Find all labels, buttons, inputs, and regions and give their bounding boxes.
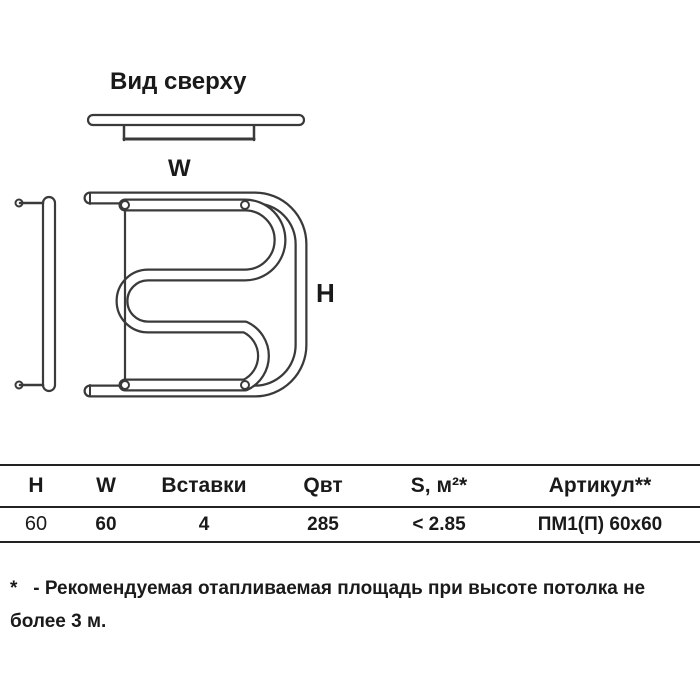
footnote-text: - Рекомендуемая отапливаемая площадь при высоте потолка не более 3 м.: [10, 578, 646, 632]
cell-article: ПМ1(П) 60x60: [537, 513, 663, 535]
cell-w: 60: [95, 513, 117, 535]
footnote: [10, 572, 690, 638]
width-dimension-label: W: [168, 155, 191, 182]
header-article: Артикул**: [548, 474, 652, 497]
header-h: H: [28, 474, 44, 497]
cell-h: 60: [24, 513, 48, 535]
header-inserts: Вставки: [161, 474, 247, 497]
front-view: [90, 193, 301, 396]
side-view: [16, 197, 56, 391]
cell-inserts: 4: [198, 513, 210, 535]
table-row: [0, 507, 700, 542]
header-power: Qвт: [303, 474, 343, 497]
spec-table: [0, 464, 700, 543]
table-header-row: [0, 465, 700, 507]
footnote-marker: *: [10, 578, 18, 599]
cell-area: < 2.85: [412, 513, 466, 535]
top-view-title: Вид сверху: [110, 68, 247, 95]
cell-power: 285: [307, 513, 339, 535]
header-w: W: [96, 474, 116, 497]
top-view: [88, 115, 304, 140]
height-dimension-label: H: [316, 278, 335, 308]
header-area: S, м²*: [410, 474, 468, 497]
